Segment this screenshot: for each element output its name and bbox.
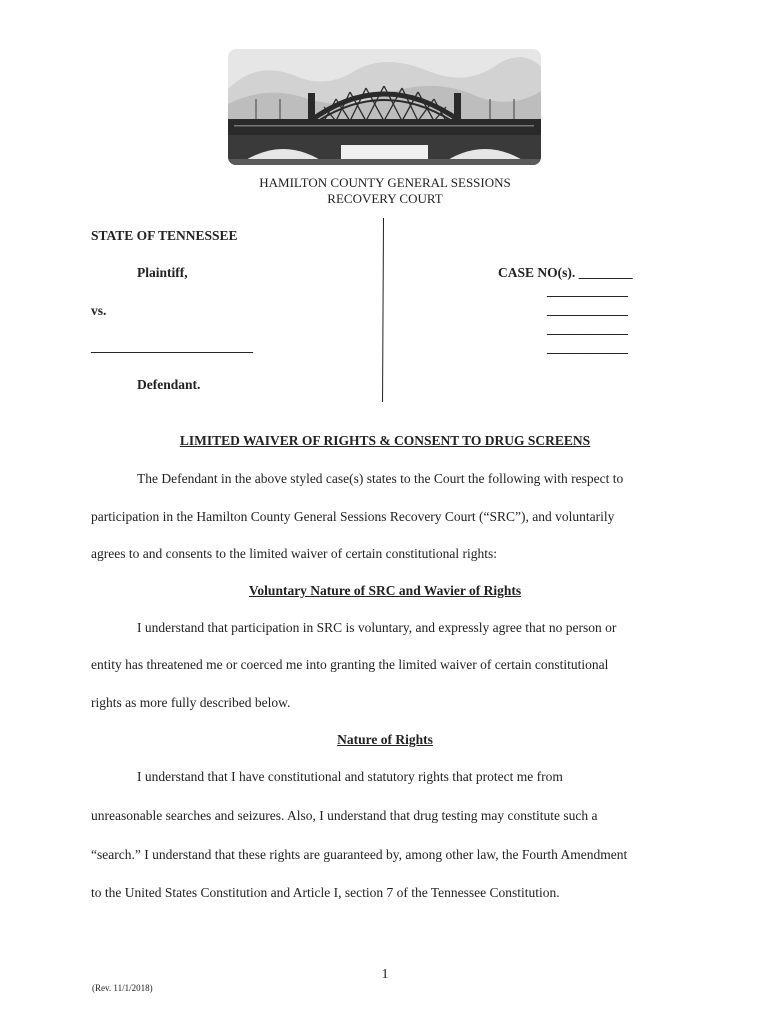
section-heading-voluntary: Voluntary Nature of SRC and Wavier of Rights <box>248 583 522 598</box>
page-number: 1 <box>381 967 389 982</box>
case-number-blank: ____________ <box>547 283 628 298</box>
case-number-label: CASE NO(s). ________ <box>498 265 633 280</box>
document-title: LIMITED WAIVER OF RIGHTS & CONSENT TO DRUG SCREENS <box>179 433 591 448</box>
case-number-blank: ____________ <box>547 321 628 336</box>
section2-line: unreasonable searches and seizures. Also, I understand that drug testing may constitute such a <box>91 808 598 823</box>
case-number-blank: ____________ <box>547 340 628 355</box>
defendant-label: Defendant. <box>137 377 201 392</box>
intro-line: The Defendant in the above styled case(s) states to the Court the following with respect to <box>137 471 624 486</box>
section1-line: rights as more fully described below. <box>91 695 291 710</box>
section2-line: to the United States Constitution and Article I, section 7 of the Tennessee Constitution. <box>91 885 560 900</box>
state-label: STATE OF TENNESSEE <box>91 228 238 243</box>
versus-label: vs. <box>91 303 107 318</box>
intro-line: participation in the Hamilton County General Sessions Recovery Court (“SRC”), and voluntarily <box>91 509 615 524</box>
court-name-line1: HAMILTON COUNTY GENERAL SESSIONS <box>259 175 511 190</box>
revision-date: (Rev. 11/1/2018) <box>92 983 153 993</box>
case-number-blank: ____________ <box>547 302 628 317</box>
court-name-line2: RECOVERY COURT <box>327 191 443 206</box>
caption-divider <box>382 218 384 402</box>
plaintiff-label: Plaintiff, <box>137 265 188 280</box>
section1-line: I understand that participation in SRC is voluntary, and expressly agree that no person or <box>137 620 617 635</box>
section2-line: “search.” I understand that these rights are guaranteed by, among other law, the Fourth Amendment <box>91 847 628 862</box>
defendant-name-blank: ________________________ <box>91 339 253 354</box>
bridge-logo <box>228 49 541 165</box>
section1-line: entity has threatened me or coerced me into granting the limited waiver of certain constitutional <box>91 657 609 672</box>
intro-line: agrees to and consents to the limited waiver of certain constitutional rights: <box>91 546 498 561</box>
section2-line: I understand that I have constitutional and statutory rights that protect me from <box>137 769 563 784</box>
section-heading-rights: Nature of Rights <box>337 732 433 747</box>
